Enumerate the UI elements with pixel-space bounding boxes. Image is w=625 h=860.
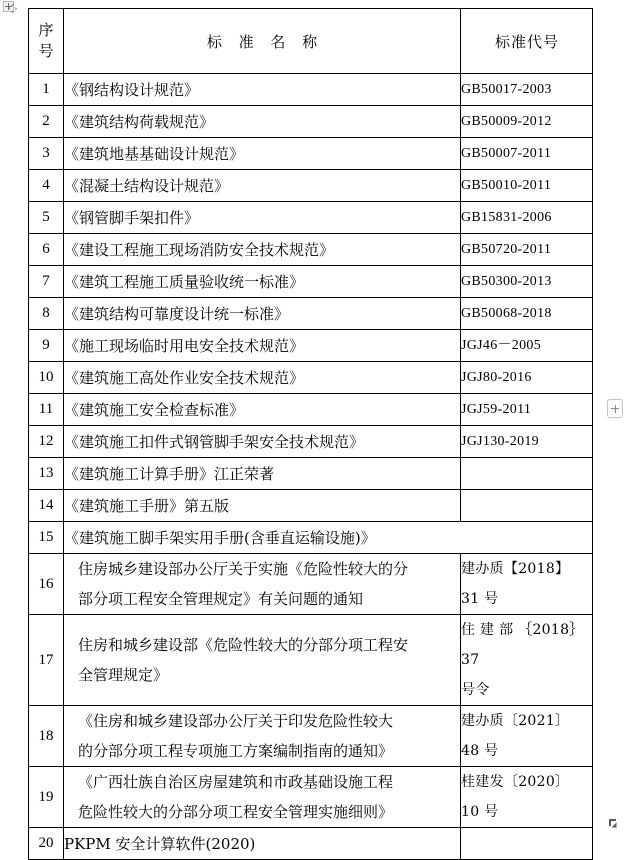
row-standard-name: 《建筑施工脚手架实用手册(含垂直运输设施)》 xyxy=(64,522,593,554)
resize-corner-icon xyxy=(608,818,619,829)
table-row xyxy=(29,522,593,554)
row-standard-code-line1: 桂建发〔2020〕 xyxy=(461,774,570,790)
row-standard-name: 《建筑施工计算手册》江正荣著 xyxy=(64,458,461,490)
row-standard-name-line2: 全管理规定》 xyxy=(78,666,169,684)
move-cross-icon xyxy=(7,3,18,14)
row-standard-name-line1: 住房城乡建设部办公厅关于实施《危险性较大的分 xyxy=(78,560,409,578)
row-standard-code-line1: 建办质【2018】 xyxy=(461,561,570,577)
column-header-no-line1: 序 xyxy=(38,21,54,39)
row-number: 10 xyxy=(29,362,64,394)
row-standard-code xyxy=(461,490,593,522)
table-row xyxy=(29,458,593,490)
row-standard-code xyxy=(461,706,593,767)
row-number: 7 xyxy=(29,266,64,298)
row-standard-code-line2: 31 号 xyxy=(461,591,499,607)
row-number: 17 xyxy=(29,615,64,706)
row-standard-name xyxy=(64,615,461,706)
row-standard-name: 《建筑结构可靠度设计统一标准》 xyxy=(64,298,461,330)
row-number: 8 xyxy=(29,298,64,330)
table-row xyxy=(29,298,593,330)
row-standard-name: 《建筑施工手册》第五版 xyxy=(64,490,461,522)
row-standard-code: GB50300-2013 xyxy=(461,266,593,298)
row-number: 11 xyxy=(29,394,64,426)
row-standard-code xyxy=(461,554,593,615)
row-standard-code xyxy=(461,615,593,706)
row-number: 3 xyxy=(29,138,64,170)
table-row xyxy=(29,106,593,138)
row-standard-code: JGJ46－2005 xyxy=(461,330,593,362)
row-standard-name-line2: 危险性较大的分部分项工程安全管理实施细则》 xyxy=(78,803,394,821)
row-number: 5 xyxy=(29,202,64,234)
plus-icon xyxy=(608,400,622,417)
row-number: 14 xyxy=(29,490,64,522)
row-standard-name-line2: 的分部分项工程专项施工方案编制指南的通知》 xyxy=(78,742,394,760)
row-number: 1 xyxy=(29,74,64,106)
table-row xyxy=(29,266,593,298)
row-standard-name: 《建筑结构荷载规范》 xyxy=(64,106,461,138)
row-number: 13 xyxy=(29,458,64,490)
table-row xyxy=(29,234,593,266)
row-standard-name: 《建设工程施工现场消防安全技术规范》 xyxy=(64,234,461,266)
row-number: 12 xyxy=(29,426,64,458)
row-standard-code xyxy=(461,828,593,860)
row-standard-name-line1: 《住房和城乡建设部办公厅关于印发危险性较大 xyxy=(78,712,394,730)
row-standard-code-line1: 建办质〔2021〕 xyxy=(461,713,570,729)
table-row xyxy=(29,394,593,426)
table-row xyxy=(29,554,593,615)
table-row xyxy=(29,202,593,234)
row-standard-code xyxy=(461,767,593,828)
row-number: 20 xyxy=(29,828,64,860)
row-number: 15 xyxy=(29,522,64,554)
column-header-code: 标准代号 xyxy=(461,9,593,74)
row-standard-name: 《建筑地基基础设计规范》 xyxy=(64,138,461,170)
row-standard-name: 《建筑施工安全检查标准》 xyxy=(64,394,461,426)
row-standard-name-line1: 住房和城乡建设部《危险性较大的分部分项工程安 xyxy=(78,636,409,654)
row-standard-code: GB50007-2011 xyxy=(461,138,593,170)
row-standard-code-line2: 号令 xyxy=(461,682,490,698)
row-standard-code: GB15831-2006 xyxy=(461,202,593,234)
row-standard-name: 《钢结构设计规范》 xyxy=(64,74,461,106)
row-standard-code-line2: 10 号 xyxy=(461,804,499,820)
table-row xyxy=(29,490,593,522)
table-move-handle[interactable] xyxy=(3,1,14,12)
table-resize-grip[interactable] xyxy=(608,818,619,829)
add-row-right-button[interactable] xyxy=(607,399,623,418)
table-header-row xyxy=(29,9,593,74)
row-number: 2 xyxy=(29,106,64,138)
row-standard-name: 《建筑施工高处作业安全技术规范》 xyxy=(64,362,461,394)
table-row xyxy=(29,706,593,767)
table-row xyxy=(29,74,593,106)
row-number: 4 xyxy=(29,170,64,202)
row-standard-code: GB50720-2011 xyxy=(461,234,593,266)
table-body xyxy=(29,74,593,860)
row-number: 18 xyxy=(29,706,64,767)
row-number: 9 xyxy=(29,330,64,362)
row-standard-name-line1: 《广西壮族自治区房屋建筑和市政基础设施工程 xyxy=(78,773,394,791)
row-standard-code: GB50010-2011 xyxy=(461,170,593,202)
row-standard-name xyxy=(64,706,461,767)
table-row xyxy=(29,828,593,860)
table-row xyxy=(29,170,593,202)
table-row xyxy=(29,426,593,458)
table-row xyxy=(29,330,593,362)
row-standard-name: 《建筑施工扣件式钢管脚手架安全技术规范》 xyxy=(64,426,461,458)
row-standard-name: 《施工现场临时用电安全技术规范》 xyxy=(64,330,461,362)
table-row xyxy=(29,138,593,170)
row-standard-code xyxy=(461,458,593,490)
row-standard-name xyxy=(64,554,461,615)
row-standard-code: GB50017-2003 xyxy=(461,74,593,106)
row-standard-code-line2: 48 号 xyxy=(461,743,499,759)
row-standard-name: 《混凝土结构设计规范》 xyxy=(64,170,461,202)
row-standard-code: JGJ130-2019 xyxy=(461,426,593,458)
table-row xyxy=(29,767,593,828)
column-header-no-line2: 号 xyxy=(38,42,54,60)
row-standard-code-line1: 住 建 部 ｛2018｝37 xyxy=(461,622,584,668)
row-number: 16 xyxy=(29,554,64,615)
row-standard-name-line2: 部分项工程安全管理规定》有关问题的通知 xyxy=(78,590,364,608)
row-number: 6 xyxy=(29,234,64,266)
row-standard-code: JGJ80-2016 xyxy=(461,362,593,394)
row-standard-code: JGJ59-2011 xyxy=(461,394,593,426)
row-standard-name xyxy=(64,767,461,828)
row-standard-name: PKPM 安全计算软件(2020) xyxy=(64,828,461,860)
row-standard-code: GB50068-2018 xyxy=(461,298,593,330)
table-row xyxy=(29,362,593,394)
column-header-no xyxy=(29,9,64,74)
row-number: 19 xyxy=(29,767,64,828)
row-standard-name: 《钢管脚手架扣件》 xyxy=(64,202,461,234)
standards-table xyxy=(28,8,593,860)
row-standard-name: 《建筑工程施工质量验收统一标准》 xyxy=(64,266,461,298)
table-row xyxy=(29,615,593,706)
row-standard-code: GB50009-2012 xyxy=(461,106,593,138)
column-header-name: 标 准 名 称 xyxy=(64,9,461,74)
